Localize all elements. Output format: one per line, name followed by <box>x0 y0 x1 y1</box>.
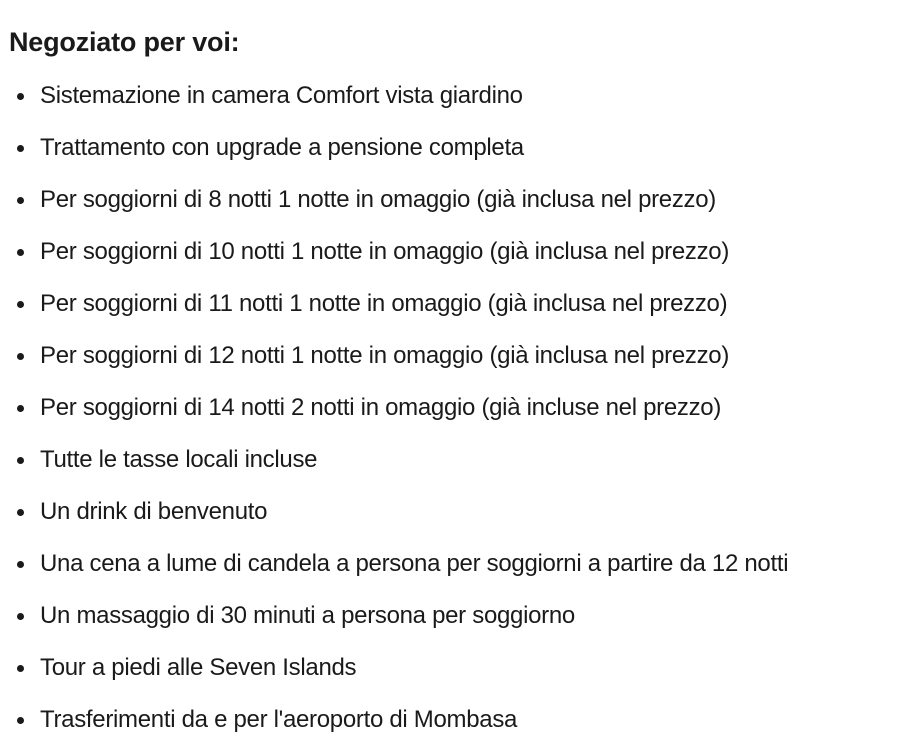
list-item-text: Tour a piedi alle Seven Islands <box>40 654 357 681</box>
section-heading: Negoziato per voi: <box>9 27 240 57</box>
list-item-text: Per soggiorni di 11 notti 1 notte in omaggio (già inclusa nel prezzo) <box>40 290 728 317</box>
list-item-text: Trasferimenti da e per l'aeroporto di Mombasa <box>40 706 518 733</box>
bullet-icon <box>17 613 24 620</box>
bullet-icon <box>17 509 24 516</box>
bullet-icon <box>17 405 24 412</box>
bullet-icon <box>17 717 24 724</box>
list-item-text: Un drink di benvenuto <box>40 498 268 525</box>
bullet-icon <box>17 665 24 672</box>
list-item-text: Per soggiorni di 10 notti 1 notte in omaggio (già inclusa nel prezzo) <box>40 238 730 265</box>
list-item-text: Tutte le tasse locali incluse <box>40 446 318 473</box>
bullet-icon <box>17 561 24 568</box>
bullet-icon <box>17 93 24 100</box>
list-item-text: Un massaggio di 30 minuti a persona per soggiorno <box>40 602 575 629</box>
list-item-text: Una cena a lume di candela a persona per soggiorni a partire da 12 notti <box>40 550 789 577</box>
bullet-icon <box>17 353 24 360</box>
list-item-text: Sistemazione in camera Comfort vista giardino <box>40 82 523 109</box>
list-item-text: Per soggiorni di 14 notti 2 notti in omaggio (già incluse nel prezzo) <box>40 394 722 421</box>
bullet-icon <box>17 301 24 308</box>
list-item-text: Per soggiorni di 8 notti 1 notte in omaggio (già inclusa nel prezzo) <box>40 186 716 213</box>
bullet-icon <box>17 457 24 464</box>
bullet-icon <box>17 145 24 152</box>
bullet-icon <box>17 197 24 204</box>
list-item-text: Trattamento con upgrade a pensione completa <box>40 134 524 161</box>
bullet-icon <box>17 249 24 256</box>
list-item-text: Per soggiorni di 12 notti 1 notte in omaggio (già inclusa nel prezzo) <box>40 342 730 369</box>
